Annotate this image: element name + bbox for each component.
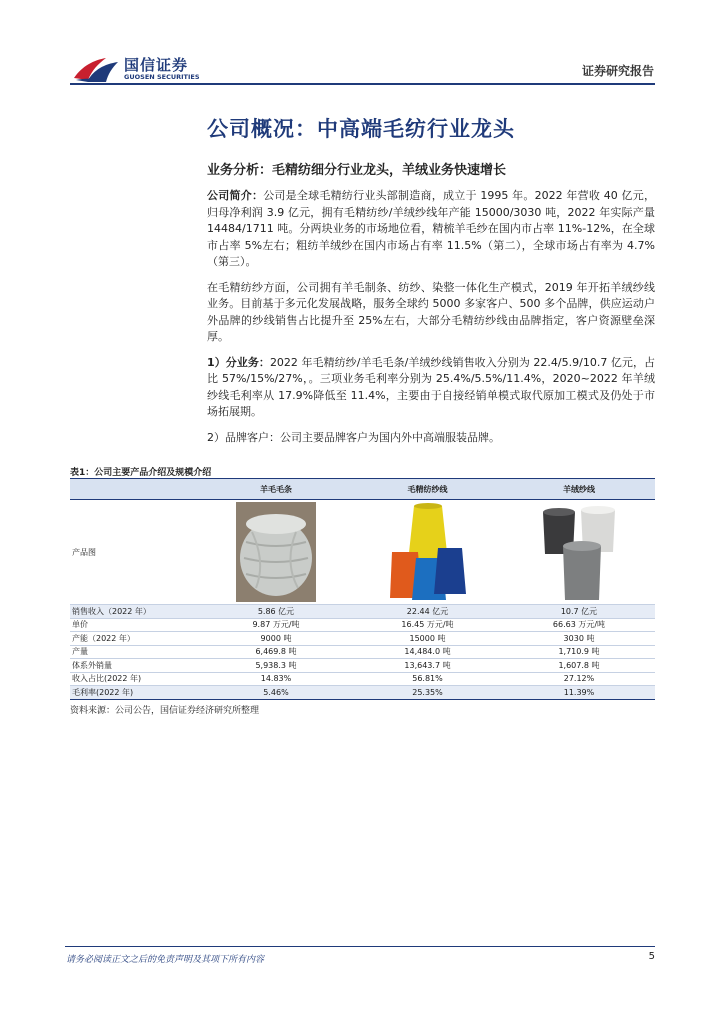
paragraph-by-business (207, 355, 655, 421)
table-header-cell (70, 479, 200, 500)
table-image-cell (352, 500, 503, 605)
header-divider (70, 83, 655, 85)
table-row (70, 605, 655, 619)
table-cell: 11.39% (503, 686, 655, 700)
table-row-label: 收入占比(2022 年) (70, 672, 200, 686)
table-row-label: 单价 (70, 618, 200, 632)
paragraph-lead: 公司简介： (207, 189, 264, 202)
paragraph-lead: 1）分业务： (207, 355, 270, 369)
table-cell: 14,484.0 吨 (352, 645, 503, 659)
footer-disclaimer: 请务必阅读正文之后的免责声明及其项下所有内容 (66, 955, 265, 965)
table-cell: 1,607.8 吨 (503, 659, 655, 673)
worsted-yarn-image (390, 502, 466, 602)
section-subtitle: 业务分析：毛精纺细分行业龙头，羊绒业务快速增长 (207, 163, 507, 178)
table-image-cell (503, 500, 655, 605)
report-type-label: 证券研究报告 (581, 64, 654, 78)
table-cell: 9.87 万元/吨 (200, 618, 352, 632)
logo-english-name: GUOSEN SECURITIES (124, 73, 200, 81)
paragraph-brand-customers (207, 430, 655, 447)
paragraph-body: 公司是全球毛精纺行业头部制造商，成立于 1995 年。2022 年营收 40 亿元，归母净利润 3.9 亿元，拥有毛精纺纱/羊绒纱线年产能 15000/3030 吨，2022 年实际产量 14484/1711 吨。分两块业务的市场地位看，精梳羊毛纱在国内市占率 11%-12%，在全球市占率 5%左右；粗纺羊绒纱在国内市场占有率 11.5%（第二），全球市场占有率为 4.7%（第三）。 (207, 189, 656, 268)
table-caption: 表1：公司主要产品介绍及规模介绍 (70, 468, 212, 478)
table-cell: 25.35% (352, 686, 503, 700)
table-row (70, 645, 655, 659)
cashmere-yarn-image (539, 502, 619, 602)
table-cell: 5,938.3 吨 (200, 659, 352, 673)
table-row (70, 672, 655, 686)
product-table (70, 478, 655, 700)
logo-chinese-name: 国信证券 (124, 56, 189, 74)
table-cell: 27.12% (503, 672, 655, 686)
footer-divider (65, 946, 655, 947)
table-row (70, 659, 655, 673)
table-image-cell (200, 500, 352, 605)
table-row-label: 毛利率(2022 年) (70, 686, 200, 700)
table-cell: 5.46% (200, 686, 352, 700)
table-row-label: 产量 (70, 645, 200, 659)
table-cell: 22.44 亿元 (352, 605, 503, 619)
company-logo (72, 52, 212, 86)
page-number: 5 (648, 951, 655, 962)
table-row-label: 产品图 (70, 500, 200, 605)
paragraph-body: 2022 年毛精纺纱/羊毛毛条/羊绒纱线销售收入分别为 22.4/5.9/10.7 亿元，占比 57%/15%/27%，。三项业务毛利率分别为 25.4%/5.5%/11.4%，2020~2022 年羊绒纱线毛利率从 17.9%降低至 11.4%，主要由于自接经销单模式取代原加工模式及仍处于市场拓展期。 (207, 355, 655, 418)
table-cell: 1,710.9 吨 (503, 645, 655, 659)
table-header-cell: 羊绒纱线 (503, 479, 655, 500)
table-cell: 14.83% (200, 672, 352, 686)
table-row (70, 618, 655, 632)
guosen-logo-icon (72, 52, 122, 84)
table-cell: 15000 吨 (352, 632, 503, 646)
table-cell: 9000 吨 (200, 632, 352, 646)
section-title: 公司概况：中高端毛纺行业龙头 (207, 117, 515, 141)
table-source-note: 资料来源：公司公告，国信证券经济研究所整理 (70, 706, 260, 716)
table-header-cell: 羊毛毛条 (200, 479, 352, 500)
table-row-label: 体系外销量 (70, 659, 200, 673)
table-cell: 3030 吨 (503, 632, 655, 646)
table-row (70, 686, 655, 700)
table-row (70, 632, 655, 646)
table-row-label: 产能（2022 年） (70, 632, 200, 646)
table-cell: 56.81% (352, 672, 503, 686)
table-cell: 10.7 亿元 (503, 605, 655, 619)
paragraph-lead: 2）品牌客户： (207, 430, 280, 444)
table-row-label: 销售收入（2022 年） (70, 605, 200, 619)
paragraph-company-intro (207, 188, 655, 271)
table-cell: 13,643.7 吨 (352, 659, 503, 673)
table-image-row (70, 500, 655, 605)
paragraph-body: 公司主要品牌客户为国内外中高端服装品牌。 (280, 430, 500, 444)
paragraph-worsted-business: 在毛精纺纱方面，公司拥有羊毛制条、纺纱、染整一体化生产模式，2019 年开拓羊绒纱线业务。目前基于多元化发展战略，服务全球约 5000 多家客户、500 多个品牌，供应运动户外品牌的纱线销售占比提升至 25%左右，大部分毛精纺纱线由品牌指定，客户资源壁垒深厚。 (207, 280, 655, 343)
wool-top-image (236, 502, 316, 602)
table-cell: 66.63 万元/吨 (503, 618, 655, 632)
table-header-cell: 毛精纺纱线 (352, 479, 503, 500)
table-cell: 5.86 亿元 (200, 605, 352, 619)
table-header-row (70, 479, 655, 500)
table-cell: 16.45 万元/吨 (352, 618, 503, 632)
main-content (207, 113, 655, 455)
table-cell: 6,469.8 吨 (200, 645, 352, 659)
